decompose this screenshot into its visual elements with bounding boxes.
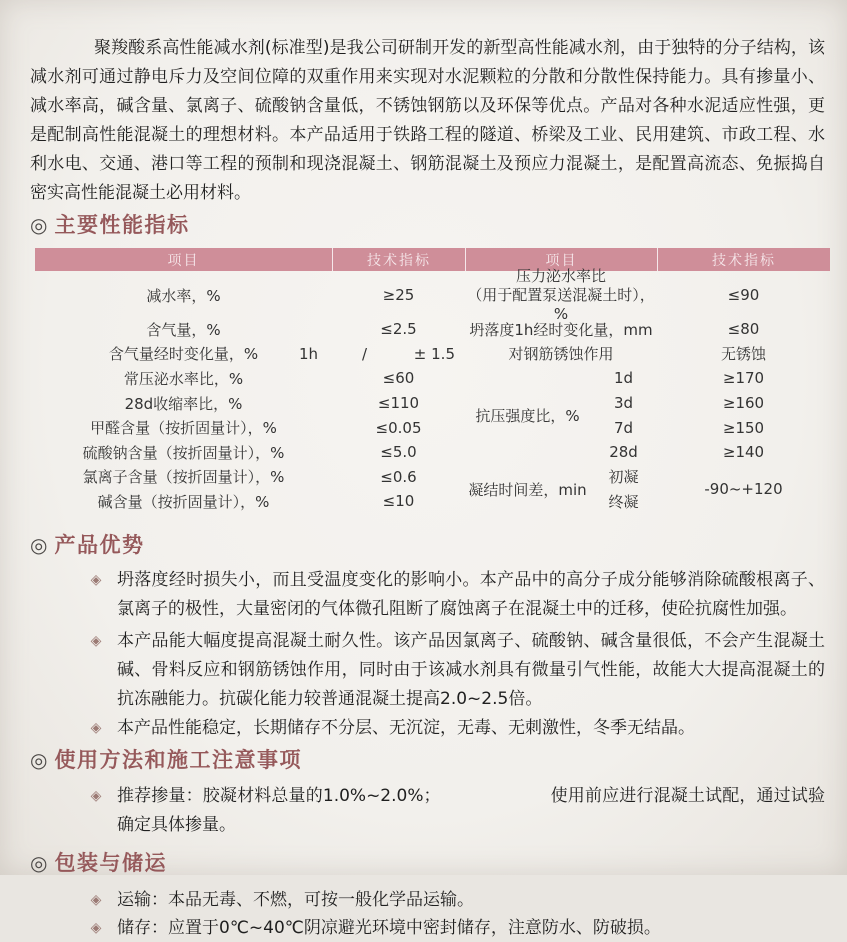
section-title: 使用方法和施工注意事项 xyxy=(54,747,302,772)
header-cell-spec-left: 技术指标 xyxy=(332,248,465,271)
table-spec-cell: ≤5.0 xyxy=(380,443,417,462)
table-spec-cell-air-change xyxy=(332,342,465,367)
bullet-text: 运输：本品无毒、不燃，可按一般化学品运输。 xyxy=(117,889,474,910)
diamond-bullet-icon: ◈ xyxy=(90,719,102,736)
strength-age-cell: 28d xyxy=(609,443,638,462)
diamond-bullet-icon: ◈ xyxy=(90,571,102,588)
section-heading-performance xyxy=(30,211,825,239)
section-marker-icon: ◎ xyxy=(30,532,48,557)
table-item-cell: 28d收缩率比，% xyxy=(124,394,243,413)
section-title: 产品优势 xyxy=(54,532,145,557)
section-marker-icon: ◎ xyxy=(30,850,48,875)
table-item-cell: 常压泌水率比，% xyxy=(123,369,244,388)
table-spec-cell: ≤0.6 xyxy=(380,467,417,486)
section-marker-icon: ◎ xyxy=(30,213,48,237)
setting-spec-cell: -90~+120 xyxy=(704,480,783,499)
diamond-bullet-icon: ◈ xyxy=(90,632,102,649)
table-spec-cell: ≥25 xyxy=(382,286,415,304)
strength-age-cell: 7d xyxy=(613,418,634,437)
setting-initial-cell: 初凝 xyxy=(608,468,639,487)
diamond-bullet-icon: ◈ xyxy=(90,919,102,936)
strength-spec-cell: ≥170 xyxy=(722,369,765,388)
bullet-text: 储存：应置于0℃~40℃阴凉避光环境中密封储存，注意防水、防破损。 xyxy=(117,917,661,938)
section-heading-packaging xyxy=(30,849,825,877)
packaging-bullet-storage xyxy=(30,914,825,942)
compressive-strength-label: 抗压强度比，% xyxy=(475,406,580,425)
setting-time-label: 凝结时间差，min xyxy=(468,480,587,499)
table-item-cell: 碱含量（按折固量计），% xyxy=(97,492,270,511)
packaging-bullet-transport xyxy=(30,886,825,914)
air-change-spec-value: ± 1.5 xyxy=(413,344,455,363)
advantage-bullet-3 xyxy=(30,714,825,743)
table-item-cell-air-change xyxy=(35,342,332,367)
strength-spec-cell: ≥160 xyxy=(722,394,765,413)
pressure-bleeding-line2: （用于配置泵送混凝土时），% xyxy=(467,285,655,323)
table-spec-cell: ≤60 xyxy=(382,369,415,388)
section-title: 主要性能指标 xyxy=(54,213,190,237)
header-cell-item-right: 项目 xyxy=(465,248,657,271)
header-cell-item-left: 项目 xyxy=(167,252,200,269)
usage-trial-text: 使用前应进行混凝土试配，通过试验确定具体掺量。 xyxy=(117,785,825,835)
section-marker-icon: ◎ xyxy=(30,747,48,772)
strength-age-cell: 3d xyxy=(613,394,634,413)
performance-table xyxy=(35,248,830,514)
table-spec-cell: ≤2.5 xyxy=(380,320,417,339)
air-change-spec-slash: / xyxy=(362,344,368,363)
header-cell-spec-right: 技术指标 xyxy=(657,248,830,271)
usage-bullet xyxy=(30,782,825,840)
section-title: 包装与储运 xyxy=(54,850,167,875)
table-spec-cell: ≤110 xyxy=(377,394,420,413)
table-spec-cell: ≤0.05 xyxy=(375,418,422,437)
table-item-cell: 氯离子含量（按折固量计），% xyxy=(82,468,285,487)
table-body xyxy=(35,266,830,514)
section-heading-advantages xyxy=(30,531,825,559)
table-spec-cell: ≤10 xyxy=(382,492,415,511)
advantage-bullet-2 xyxy=(30,627,825,714)
pressure-bleeding-line1: 压力泌水率比 xyxy=(515,266,606,285)
strength-spec-cell: ≥140 xyxy=(722,443,765,462)
table-item-cell: 坍落度1h经时变化量，mm xyxy=(469,320,653,339)
table-spec-cell: ≤80 xyxy=(727,320,760,339)
bullet-text: 坍落度经时损失小，而且受温度变化的影响小。本产品中的高分子成分能够消除硫酸根离子、氯离子的极性，大量密闭的气体微孔阻断了腐蚀离子在混凝土中的迁移，使砼抗腐性加强。 xyxy=(117,569,825,619)
air-change-label: 含气量经时变化量，% xyxy=(108,345,259,364)
advantage-bullet-1 xyxy=(30,566,825,624)
bullet-text: 本产品性能稳定，长期储存不分层、无沉淀，无毒、无刺激性，冬季无结晶。 xyxy=(117,717,695,738)
bullet-text xyxy=(117,782,825,840)
table-item-cell-pressure-bleeding xyxy=(465,266,657,323)
strength-spec-cell: ≥150 xyxy=(722,418,765,437)
table-item-cell: 硫酸钠含量（按折固量计），% xyxy=(82,443,285,462)
table-spec-cell: ≤90 xyxy=(727,286,760,304)
table-spec-cell: 无锈蚀 xyxy=(720,345,766,364)
diamond-bullet-icon: ◈ xyxy=(90,891,102,908)
table-item-cell: 对钢筋锈蚀作用 xyxy=(508,345,614,364)
diamond-bullet-icon: ◈ xyxy=(90,787,102,804)
table-item-cell: 甲醛含量（按折固量计），% xyxy=(90,419,277,438)
intro-paragraph: 聚羧酸系高性能减水剂(标准型)是我公司研制开发的新型高性能减水剂，由于独特的分子结构，该减水剂可通过静电斥力及空间位障的双重作用来实现对水泥颗粒的分散和分散性保持能力。具有掺量小、减水率高，碱含量、氯离子、硫酸钠含量低，不锈蚀钢筋以及环保等优点。产品对各种水泥适应性强，更是配制高性能混凝土的理想材料。本产品适用于铁路工程的隧道、桥梁及工业、民用建筑、市政工程、水利水电、交通、港口等工程的预制和现浇混凝土、钢筋混凝土及预应力混凝土，是配置高流态、免振捣自密实高性能混凝土必用材料。 xyxy=(30,38,825,203)
setting-final-cell: 终凝 xyxy=(608,492,639,511)
table-item-cell: 含气量，% xyxy=(146,320,221,339)
strength-age-cell: 1d xyxy=(613,369,634,388)
bullet-text: 本产品能大幅度提高混凝土耐久性。该产品因氯离子、硫酸钠、碱含量很低，不会产生混凝土碱、骨料反应和钢筋锈蚀作用，同时由于该减水剂具有微量引气性能，故能大大提高混凝土的抗冻融能力。抗碳化能力较普通混凝土提高2.0~2.5倍。 xyxy=(117,630,825,709)
usage-dosage-text: 推荐掺量：胶凝材料总量的1.0%~2.0%； xyxy=(117,785,441,806)
air-change-sub-label: 1h xyxy=(298,344,318,363)
section-heading-usage xyxy=(30,746,825,774)
table-header-row xyxy=(35,248,830,271)
table-item-cell: 减水率，% xyxy=(146,286,221,305)
